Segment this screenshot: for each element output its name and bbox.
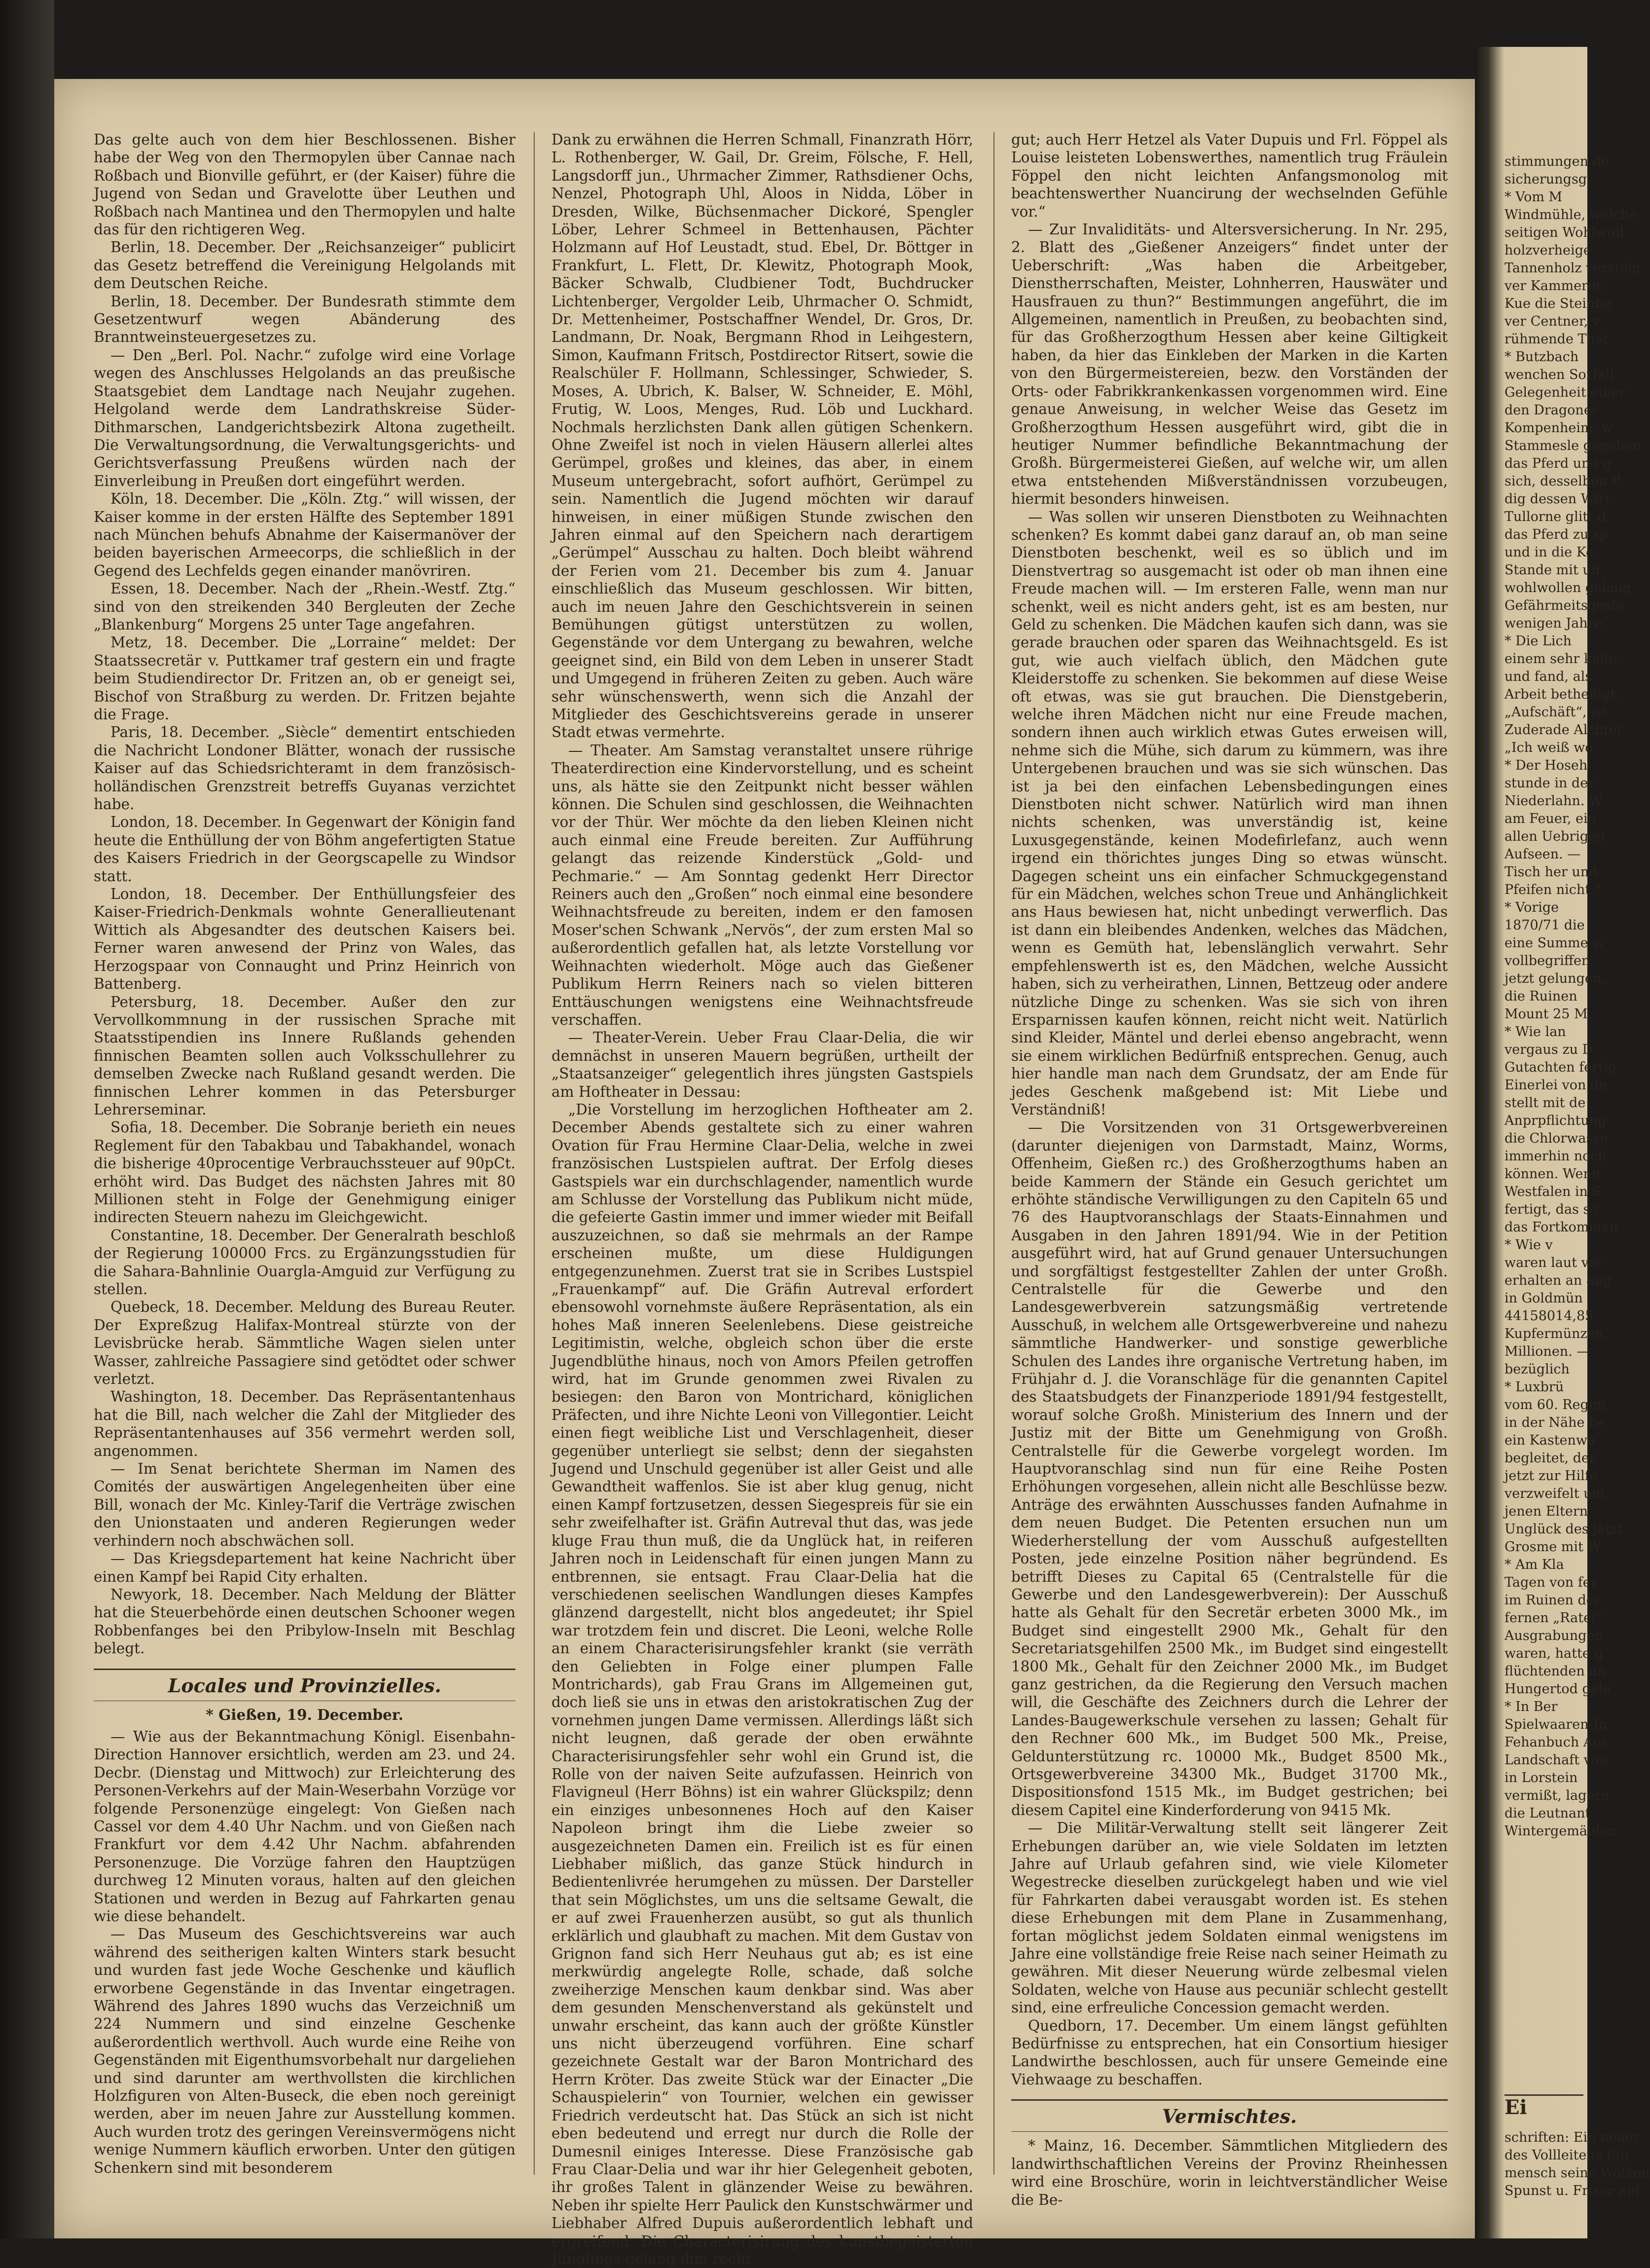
adjacent-page-line: * Die Lich [1504,633,1572,649]
adjacent-page-line: * Vom M [1504,189,1563,205]
adjacent-page-tail [1504,2129,1650,2200]
adjacent-page-line: und fand, als [1504,669,1592,684]
local-ortsgewerbvereine: — Die Vorsitzenden von 31 Ortsgewerbvereinen (darunter diejenigen von Darmstadt, Mainz, Worms, Offenheim, Gießen rc.) des Großherzogthums haben an beide Kammern der Stände ein Gesuch gerichtet um erhöhte ständische Verwilligungen zu den Capiteln 65 und 76 des Hauptvoranschlags der Staats-Einnahmen und Ausgaben in den Jahren 1891/94. Wie in der Petition ausgeführt wird, hat auf Grund genauer Untersuchungen und sorgfältigst festgestellter Zahlen der unter Großh. Centralstelle für die Gewerbe und den Landesgewerbverein satzungsmäßig vertretende Ausschuß, in welchem alle Ortsgewerbvereine und nahezu sämmtliche Handwerker- und sonstige gewerbliche Schulen des Landes ihre organische Vertretung haben, im Frühjahr d. J. die Voranschläge für die genannten Capitel des Staatsbudgets der Finanzperiode 1891/94 festgestellt, worauf solche Großh. Ministerium des Innern und der Justiz mit der Bitte um Genehmigung von Großh. Centralstelle für die Gewerbe vorgelegt worden. Im Hauptvoranschlag sind nun für eine Reihe Posten Erhöhungen vorgesehen, allein nicht alle Beschlüsse bezw. Anträge des erwähnten Ausschusses fanden Aufnahme in dem neuen Budget. Die Petenten ersuchen nun um Wiederherstellung der vom Ausschuß aufgestellten Posten, jede einzelne Position näher begründend. Es betrifft Dieses zu Capital 65 (Centralstelle für die Gewerbe und den Landesgewerbverein): Der Ausschuß hatte als Gehalt für den Secretär erbeten 3000 Mk., im Budget sind eingestellt 2900 Mk., Gehalt für den Secretariatsgehilfen 2500 Mk., im Budget sind eingestellt 1800 Mk., Gehalt für den Zeichner 2000 Mk., im Budget ganz gestrichen, da die Regierung den Versuch machen will, die Geschäfte des Zeichners durch die Lehrer der Landes-Baugewerkschule versehen zu lassen; Gehalt für den Rechner 600 Mk., im Budget 500 Mk., Preise, Geldunterstützung rc. 10000 Mk., Budget 8500 Mk., Ortsgewerbvereine 34300 Mk., Budget 31700 Mk., Dispositionsfond 1515 Mk., im Budget gestrichen; bei diesem Capitel eine Kinderforderung von 9415 Mk. [1011,1119,1448,1819]
adjacent-page-line: in Lorstein [1504,1770,1578,1785]
adjacent-page-line: Wintergemälden [1504,1823,1617,1839]
adjacent-page-line: das Pferd zu sp [1504,527,1609,542]
misc-mainz: * Mainz, 16. December. Sämmtlichen Mitgliedern des landwirthschaftlichen Vereins der Provinz Rheinhessen wird eine Broschüre, worin in leichtverständlicher Weise die Be- [1011,2137,1448,2208]
news-metz: Metz, 18. December. Die „Lorraine“ meldet: Der Staatssecretär v. Puttkamer traf gestern ein und fragte beim Studiendirector Dr. Fritzen an, ob er geneigt sei, Bischof von Straßburg zu werden. Dr. Fritzen bejahte die Frage. [94,634,515,723]
adjacent-page-heading: Ei [1504,2094,1583,2125]
adjacent-page-line: Arbeit betheiligt, [1504,687,1620,702]
adjacent-page-line: Anprpflichtung [1504,1113,1607,1128]
adjacent-page-line: Fehanbuch Aus [1504,1735,1609,1750]
adjacent-page-line: Kue die Steinbe [1504,296,1612,311]
local-quedborn: Quedborn, 17. December. Um einem längst gefühlten Bedürfnisse zu entsprechen, hat ein Consortium hiesiger Landwirthe beschlossen, auch für unsere Gemeinde eine Viehwaage zu beschaffen. [1011,2017,1448,2088]
adjacent-page-line: Kupfermünzen, [1504,1326,1608,1341]
local-theater-review: „Die Vorstellung im herzoglichen Hoftheater am 2. December Abends gestaltete sich zu einer wahren Ovation für Frau Hermine Claar-Delia, welche in zwei französischen Lustspielen auftrat. Der Erfolg dieses Gastspiels war ein durchschlagender, namentlich wurde am Schlusse der Vorstellung das Publikum nicht müde, die gefeierte Gastin immer und immer wieder mit Beifall auszuzeichnen, so daß sie mehrmals an der Rampe erscheinen mußte, um diese Huldigungen entgegenzunehmen. Zuerst trat sie in Scribes Lustspiel „Frauenkampf“ auf. Die Gräfin Autreval erfordert ebensowohl vornehmste äußere Repräsentation, als ein hohes Maß inneren Seelenlebens. Diese geistreiche Legitimistin, welche, obgleich schon über die erste Jugendblüthe hinaus, noch von Amors Pfeilen getroffen wird, hat im Grunde genommen zwei Rivalen zu besiegen: den Baron von Montrichard, königlichen Präfecten, und ihre Nichte Leoni von Villegontier. Leicht einen fiegt weibliche List und Verschlagenheit, dieser gegenüber unterliegt sie selbst; denn der siegahsten Jugend und Unschuld gegenüber ist aller Geist und alle Gewandtheit waffenlos. Sie ist aber klug genug, nicht einen Kampf fortzusetzen, dessen Siegespreis für sie ein sehr zweifelhafter ist. Gräfin Autreval thut das, was jede kluge Frau thun muß, die da Unglück hat, in reiferen Jahren noch in Leidenschaft für einen jungen Mann zu entbrennen, sie entsagt. Frau Claar-Delia hat die verschiedenen seelischen Wandlungen dieses Kampfes glänzend dargestellt, nicht blos angedeutet; ihr Spiel war trotzdem fein und discret. Die Leoni, welche Rolle an einem Characterisirungsfehler krankt (sie verräth den Geliebten in Folge einer plumpen Falle Montrichards), gab Frau Grans im Allgemeinen gut, doch ließ sie uns in etwas den aristokratischen Zug der vornehmen jungen Dame vermissen. Allerdings läßt sich nicht leugnen, daß gerade der oben erwähnte Characterisirungsfehler sehr wohl ein Grund ist, die Rolle von der naiven Seite aufzufassen. Heinrich von Flavigneul (Herr Böhns) ist ein wahrer Glückspilz; denn ein einziges unbesonnenes Hoch auf den Kaiser Napoleon bringt ihm die Liebe zweier so ausgezeichneten Damen ein. Freilich ist es für einen Liebhaber mißlich, das ganze Stück hindurch in Bedientenlivrée herumgehen zu müssen. Der Darsteller that sein Möglichstes, um uns die seltsame Gewalt, die er auf zwei Frauenherzen ausübt, so gut als thunlich erklärlich und glaubhaft zu machen. Mit dem Gustav von Grignon fand sich Herr Neuhaus gut ab; es ist eine merkwürdig angelegte Rolle, schade, daß solche zweiherzige Menschen kaum denkbar sind. Was aber dem gesunden Menschenverstand als gekünstelt und unwahr erscheint, das kann auch der größte Künstler uns nicht überzeugend vorführen. Eine scharf gezeichnete Gestalt war der Baron Montrichard des Herrn Kröter. Das zweite Stück war der Einacter „Die Schauspielerin“ von Tournier, welchen ein gewisser Friedrich verdeutscht hat. Das Stück an sich ist nicht eben bedeutend und erregt nur durch die Rolle der Dumesnil einiges Interesse. Diese Französische gab Frau Claar-Delia und war ihr hier Gelegenheit geboten, ihr großes Talent in glänzender Weise zu bewähren. Neben ihr spielte Herr Paulick den Kunstschwärmer und Liebhaber Alfred Dupuis außerordentlich lebhaft und ergreifend. Die Characterisirung des kunstbegeisterten Jünglings gelang ihm recht [551,1101,973,2268]
adjacent-page-line: am Feuer, ein [1504,811,1596,826]
news-newyork: Newyork, 18. December. Nach Meldung der Blätter hat die Steuerbehörde einen deutschen Schooner wegen Robbenfanges bei den Pribylow-Inseln mit Beschlag belegt. [94,1586,515,1657]
adjacent-page-line: Stande mit un [1504,562,1600,578]
news-helgoland-vorlage: — Den „Berl. Pol. Nachr.“ zufolge wird eine Vorlage wegen des Anschlusses Helgolands an das preußische Staatsgebiet dem Landtage nach Neujahr zugehen. Helgoland werde dem Landrathskreise Süder-Dithmarschen, Landgerichtsbezirk Altona zugetheilt. Die Verwaltungsordnung, die Verwaltungsgerichts- und Gerichtsverfassung Preußens würden nach der Einverleibung in Preußen dort eingeführt werden. [94,346,515,489]
adjacent-page-line: in der Nähe be [1504,1415,1606,1430]
news-quebeck: Quebeck, 18. December. Meldung des Bureau Reuter. Der Expreßzug Halifax-Montreal stürzte von der Levisbrücke herab. Sämmtliche Wagen sielen unter Wasser, zahlreiche Passagiere sind getödtet oder schwer verletzt. [94,1299,515,1388]
article-text: Das gelte auch von dem hier Beschlossenen. Bisher habe der Weg von den Thermopylen über Cannae nach Roßbach und Bionville geführt, er (der Kaiser) führe die Jugend von Sedan und Gravelotte über Leuthen und Roßbach nach Mantinea und den Thermopylen und halte das für den richtigeren Weg. [94,131,515,238]
adjacent-page-line: Gelegenheit einer [1504,385,1626,400]
adjacent-page-text [1504,153,1641,1840]
adjacent-page-line: das Pferd und g [1504,456,1612,471]
adjacent-page-line: Pfeifen nicht.“ [1504,882,1602,897]
adjacent-page-line: wohlwollen gelang [1504,580,1631,595]
adjacent-page-line: vermißt, lagern [1504,1788,1610,1803]
adjacent-page-line: Aufseen. — [1504,847,1581,862]
dateline-giessen: * Gießen, 19. December. [206,1706,403,1723]
adjacent-page-line: wenchen Sorfall [1504,367,1614,382]
book-binding [0,0,54,2238]
adjacent-page-line: ver Centner, v [1504,314,1600,329]
adjacent-page-line: Gefährmeitsgeste [1504,598,1624,613]
adjacent-page-line: flüchtenden un [1504,1664,1607,1679]
adjacent-page-line: * Luxbrü [1504,1379,1564,1395]
news-senat: — Im Senat berichtete Sherman im Namen des Comités der auswärtigen Angelegenheiten über eine Bill, wonach der Mc. Kinley-Tarif die Verträge zwischen den Unionstaaten und anderen Regierungen weder verhindern noch abschwächen soll. [94,1460,515,1549]
adjacent-page-line: * Vorige [1504,900,1559,915]
adjacent-page-line: Landschaft von [1504,1752,1608,1768]
adjacent-page-line: wenigen Jahre, [1504,616,1607,631]
adjacent-page-line: Mount 25 M. [1504,1006,1592,1022]
adjacent-page-line: sicherungsg [1504,172,1587,187]
adjacent-page-line: und in die Ke [1504,545,1594,560]
adjacent-page-line: den Dragoner [1504,403,1598,418]
adjacent-page-line: dig dessen Wirt [1504,491,1611,507]
adjacent-page-line: verzweifelt um [1504,1486,1605,1501]
adjacent-page-line: rühmende That [1504,332,1609,347]
column-3 [1011,131,1448,2208]
adjacent-page-line: ver Kammerer, [1504,278,1605,294]
adjacent-page-line: Stammesle gegeben [1504,438,1641,453]
column-2 [551,131,973,2268]
news-essen: Essen, 18. December. Nach der „Rhein.-Westf. Ztg.“ sind von den streikenden 340 Bergleuten der Zeche „Blankenburg“ Morgens 25 unter Tage angefahren. [94,580,515,633]
adjacent-page-line: die Ruinen [1504,989,1577,1004]
adjacent-page-line: Millionen. — [1504,1344,1590,1359]
adjacent-page-line: mensch seine Wolken [1504,2165,1650,2181]
adjacent-page-line: die Chlorwasse [1504,1131,1608,1146]
adjacent-page-line: Grosme mit W [1504,1539,1602,1555]
adjacent-page-line: sich, desselben P [1504,474,1621,489]
local-museum: — Das Museum des Geschichtsvereins war auch während des seitherigen kalten Winters stark besucht und wurden fast jede Woche Geschenke und käuflich erworbene Gegenstände in das Inventar eingetragen. Während des Jahres 1890 wuchs das Verzeichniß um 224 Nummern und sind einzelne Geschenke außerordentlich werthvoll. Auch wurde eine Reihe von Gegenständen mit Eigenthumsvorbehalt nur dargeliehen und sind darunter am werthvollsten die kirchlichen Holzfiguren von Alten-Buseck, die eben noch gereinigt werden, aber im neuen Jahre zur Ausstellung kommen. Auch wurden trotz des geringen Vereinsvermögens nicht wenige Nummern käuflich erworben. Unter den gütigen Schenkern sind mit besonderem [94,1926,515,2176]
adjacent-page-line: allen Uebrigen [1504,829,1605,844]
adjacent-page-line: in Goldmün [1504,1291,1583,1306]
adjacent-page-line: waren, hatte g [1504,1646,1603,1661]
adjacent-page-line: Gutachten fertig [1504,1060,1616,1075]
news-washington: Washington, 18. December. Das Repräsentantenhaus hat die Bill, nach welcher die Zahl der Mitglieder des Repräsentantenhauses auf 356 vermehrt werden soll, angenommen. [94,1388,515,1459]
adjacent-page-line: stellt mit de [1504,1095,1586,1111]
news-paris: Paris, 18. December. „Siècle“ dementirt entschieden die Nachricht Londoner Blätter, wonach der russische Kaiser auf das Schiedsrichteramt in dem französisch-holländischen Grenzstreit betreffs Guyanas verzichtet habe. [94,724,515,813]
adjacent-page-line: Einerlei von de [1504,1078,1607,1093]
column-rule [993,132,994,2175]
section-heading-locales: Locales und Provinzielles. [94,1669,515,1701]
news-petersburg: Petersburg, 18. December. Außer den zur Vervollkommnung in der russischen Sprache mit Staatsstipendien ins Innere Rußlands gehenden finnischen Beamten sollen auch Volksschullehrer zu demselben Zwecke nach Rußland gesandt werden. Die finnischen Lehrer kommen in das Petersburger Lehrerseminar. [94,993,515,1118]
adjacent-page-line: immerhin noch [1504,1149,1607,1164]
local-theater-verein: — Theater-Verein. Ueber Frau Claar-Delia, die wir demnächst in unseren Mauern begrüßen, urtheilt der „Staatsanzeiger“ gelegentlich ihres jüngsten Gastspiels am Hoftheater in Dessau: [551,1029,973,1100]
adjacent-page-line: „Aufschäft“, ist [1504,705,1608,720]
adjacent-page-edge [1475,47,1650,2238]
adjacent-page-line: des Vollleitens Ein [1504,2148,1629,2163]
adjacent-page-line: stimmungen de [1504,154,1609,169]
adjacent-page-line: Unglück des jetzt [1504,1522,1623,1537]
adjacent-page-line: bezüglich [1504,1362,1570,1377]
adjacent-page-line: die Leutnant [1504,1806,1591,1821]
news-berlin-bundesrath: Berlin, 18. December. Der Bundesrath stimmte dem Gesetzentwurf wegen Abänderung des Branntweinsteuergesetzes zu. [94,293,515,346]
local-eisenbahn: — Wie aus der Bekanntmachung Königl. Eisenbahn-Direction Hannover ersichtlich, werden am 23. und 24. Decbr. (Dienstag und Mittwoch) zur Erleichterung des Personen-Verkehrs auf der Main-Weserbahn Vorzüge vor folgende Personenzüge eingelegt: Von Gießen nach Cassel vor dem 4.40 Uhr Nachm. und von Gießen nach Frankfurt vor dem 4.42 Uhr Nachm. abfahrenden Personenzuge. Die Vorzüge fahren den Hauptzügen durchweg 12 Minuten voraus, halten auf den gleichen Stationen und werden in Bezug auf Fahrkarten genau wie diese behandelt. [94,1728,515,1925]
adjacent-page-line: begleitet, der [1504,1450,1596,1466]
local-dienstboten: — Was sollen wir unseren Dienstboten zu Weihnachten schenken? Es kommt dabei ganz darauf an, ob man seine Dienstboten beschenkt, weil es so üblich und im Dienstvertrag so ausgemacht ist oder ob man ihnen eine Freude machen will. — Im ersteren Falle, wenn man nur schenkt, weil es nicht anders geht, ist es am besten, nur Geld zu schenken. Die Mädchen kaufen sich dann, was sie gerade brauchen oder sparen das Weihnachtsgeld. Es ist gut, wie auch vielfach üblich, den Mädchen gute Kleiderstoffe zu schenken. Sie bekommen auf diese Weise oft etwas, was sie gut brauchen. Die Dienstgeberin, welche ihren Mädchen nicht nur eine Freude machen, sondern ihnen auch wirklich etwas Gutes erweisen will, nehme sich die Mühe, sich darum zu kümmern, was ihre Untergebenen brauchen und was sie sich wünschen. Das ist ja bei den einfachen Lebensbedingungen eines Dienstboten nicht schwer. Natürlich wird man ihnen nichts schenken, was unverständig ist, keine Luxusgegenstände, keinen Modefirlefanz, auch wenn irgend ein thörichtes junges Ding so etwas wünscht. Dagegen scheint uns ein einfacher Schmuckgegenstand für ein Mädchen, welches schon Treue und Anhänglichkeit ans Haus bewiesen hat, nicht unbedingt verwerflich. Das ist dann ein bleibendes Andenken, welches das Mädchen, wenn es Gemüth hat, lebenslänglich verwahrt. Sehr empfehlenswerth ist es, den Mädchen, welche Aussicht haben, sich zu verheirathen, Linnen, Bettzeug oder andere nützliche Dinge zu schenken. Was sie sich von ihren Ersparnissen kaufen können, reicht nicht weit. Natürlich sind Kleider, Mäntel und derlei ebenso angebracht, wenn sie einem wirklichen Bedürfniß entsprechen. Genug, auch hier handle man nach dem Grundsatz, der am Ende für jedes Geschenk maßgebend ist: Mit Liebe und Verständniß! [1011,508,1448,1118]
adjacent-page-line: Spielwaaren-Jn [1504,1717,1607,1732]
adjacent-page-line: waren laut ver [1504,1255,1603,1270]
adjacent-page-line: im Ruinen der [1504,1593,1601,1608]
adjacent-page-line: 1870/71 die [1504,918,1585,933]
news-london-statue: London, 18. December. In Gegenwart der Königin fand heute die Enthüllung der von Böhm angefertigten Statue des Kaisers Friedrich in der Georgscapelle zu Windsor statt. [94,814,515,885]
adjacent-page-line: ein Kastenwa [1504,1433,1596,1448]
adjacent-page-line: Tisch her und [1504,864,1598,880]
adjacent-page-line: Tullorne glitt d [1504,509,1606,524]
news-sofia: Sofia, 18. December. Die Sobranje berieth ein neues Reglement für den Tabakbau und Tabakhandel, wonach die bisherige 40procentige Verbrauchssteuer auf 90pCt. erhöht wird. Das Budget des nächsten Jahres mit 80 Millionen steht in Folge der Genehmigung einiger indirecten Steuern nahezu im Gleichgewicht. [94,1119,515,1226]
local-militaer: — Die Militär-Verwaltung stellt seit längerer Zeit Erhebungen darüber an, wie viele Soldaten im letzten Jahre auf Urlaub gefahren sind, wie viele Kilometer Wegestrecke dieselben zurückgelegt haben und wie viel für Fahrkarten dabei verausgabt worden ist. Es stehen diese Erhebungen mit dem Plane in Zusammenhang, fortan möglichst jedem Soldaten einmal wenigstens im Jahre eine vollständige freie Reise nach seiner Heimath zu gewähren. Mit dieser Neuerung würde zelbesmal vielen Soldaten, welche von Hause aus pecuniär schlecht gestellt sind, eine erfreuliche Concession gemacht werden. [1011,1820,1448,2016]
local-theater-review-cont: gut; auch Herr Hetzel als Vater Dupuis und Frl. Föppel als Louise leisteten Lobenswerthes, namentlich trug Fräulein Föppel den nicht leichten Anfangsmonolog mit beachtenswerther Nuancirung der wechselnden Gefühle vor.“ [1011,131,1448,220]
adjacent-page-line: fertigt, das so [1504,1202,1598,1217]
news-constantine: Constantine, 18. December. Der Generalrath beschloß der Regierung 100000 Frcs. zu Ergänzungsstudien für die Sahara-Bahnlinie Ouargla-Amguid zur Verfügung zu stellen. [94,1227,515,1298]
adjacent-page-line: jetzt zur Hilfe [1504,1468,1598,1484]
column-1 [94,131,515,2178]
adjacent-page-line: schriften: Ein neuer [1504,2130,1640,2145]
news-koeln: Köln, 18. December. Die „Köln. Ztg.“ will wissen, der Kaiser komme in der ersten Hälfte des September 1891 nach München behufs Abnahme der Kaisermanöver der beiden bayerischen Armeecorps, die schließlich in der Gegend des Lechfelds gegen einander manövriren. [94,490,515,579]
news-kriegsdepartement: — Das Kriegsdepartement hat keine Nachricht über einen Kampf bei Rapid City erhalten. [94,1550,515,1585]
adjacent-page-line: * Wie lan [1504,1024,1566,1040]
adjacent-page-line: * Butzbach [1504,349,1579,365]
adjacent-page-line: „Ich weiß wo [1504,740,1593,755]
adjacent-page-line: jetzt gelungen, [1504,971,1606,986]
adjacent-page-line: Kompenheim, w [1504,420,1613,436]
adjacent-page-line: das Fortkommen [1504,1220,1618,1235]
local-museum-cont: Dank zu erwähnen die Herren Schmall, Finanzrath Hörr, L. Rothenberger, W. Gail, Dr. Greim, Fölsche, F. Hell, Langsdorff jun., Uhrmacher Zimmer, Rathsdiener Ochs, Nenzel, Photograph Uhl, Aloos in Nidda, Löber in Dresden, Wilke, Büchsenmacher Dickoré, Spengler Löber, Lehrer Schmeel in Bettenhausen, Pächter Holzmann auf Hof Leustadt, stud. Ebel, Dr. Böttger in Frankfurt, L. Flett, Dr. Klewitz, Photograph Mook, Bäcker Schwalb, Cludbiener Todt, Buchdrucker Lichtenberger, Vergolder Leib, Uhrmacher O. Schmidt, Dr. Mettenheimer, Postschaffner Wendel, Dr. Gros, Dr. Landmann, Dr. Noak, Bergmann Rhod in Leihgestern, Simon, Kaufmann Fritsch, Postdirector Ritsert, sowie die Realschüler F. Hollmann, Schlessinger, Schwieder, S. Moses, A. Ubrich, K. Balser, W. Schneider, E. Möhl, Frutig, W. Loos, Menges, Rud. Löb und Luckhard. Nochmals herzlichsten Dank allen gütigen Schenkern. Ohne Zweifel ist noch in vielen Häusern allerlei altes Gerümpel, großes und kleines, das aber, in einem Museum untergebracht, sofort aufhört, Gerümpel zu sein. Namentlich die Jugend möchten wir darauf hinweisen, in einer müßigen Stunde zwischen den Jahren einmal auf den Speichern nach derartigem „Gerümpel“ Ausschau zu halten. Doch bleibt während der Ferien vom 21. December bis zum 4. Januar einschließlich das Museum geschlossen. Wir bitten, auch im neuen Jahre den Geschichtsverein in seinen Bemühungen gütigst unterstützen zu wollen, Gegenstände vor dem Untergang zu bewahren, welche geeignet sind, ein Bild von dem Leben in unserer Stadt und Umgegend in früheren Zeiten zu geben. Auch wäre sehr wünschenswerth, wenn sich die Anzahl der Mitglieder des Geschichtsvereins gerade in unserer Stadt etwas vermehrte. [551,131,973,741]
adjacent-page-line: * Wie v [1504,1237,1553,1253]
adjacent-page-line: Tannenholz versteig [1504,260,1641,276]
adjacent-page-line: holzverheige [1504,243,1591,258]
local-theater: — Theater. Am Samstag veranstaltet unsere rührige Theaterdirection eine Kindervorstellung, und es scheint uns, als hätte sie den Zeitpunkt nicht besser wählen können. Die Schulen sind geschlossen, die Weihnachten vor der Thür. Wer möchte da den lieben Kleinen nicht auch einmal eine Freude bereiten. Zur Aufführung gelangt das reizende Kinderstück „Gold- und Pechmarie.“ — Am Sonntag gedenkt Herr Director Reiners auch den „Großen“ noch einmal eine besondere Weihnachtsfreude zu bereiten, indem er den famosen Moser'schen Schwank „Nervös“, der zum ersten Mal so außerordentlich gefallen hat, als letzte Vorstellung vor Weihnachten wiederholt. Möge auch das Gießener Publikum Herrn Reiners nach so vielen bitteren Enttäuschungen wenigstens eine Weihnachtsfreude verschaffen. [551,742,973,1028]
adjacent-page-line: Niederlahn. W [1504,793,1603,809]
local-invaliditaet: — Zur Invaliditäts- und Altersversicherung. In Nr. 295, 2. Blatt des „Gießener Anzeigers“ findet unter der Ueberschrift: „Was haben die Arbeitgeber, Dienstherrschaften, Meister, Lohnherren, Hauswäter und Hausfrauen zu thun?“ Bestimmungen angeführt, die im Allgemeinen, namentlich in Preußen, zu beobachten sind, für das Großherzogthum Hessen aber keine Giltigkeit haben, da hier das Einkleben der Marken in die Karten von den Bürgermeistereien, bezw. den Vorständen der Orts- oder Fabrikkrankenkassen vorgenommen wird. Eine genaue Anweisung, in welcher Weise das Gesetz im Großherzogthum Hessen ausgeführt wird, gibt die in heutiger Nummer befindliche Bekanntmachung der Großh. Bürgermeisterei Gießen, auf welche wir, um allen etwa entstehenden Mißverständnissen vorzubeugen, hiermit besonders hinweisen. [1011,221,1448,508]
adjacent-page-line: vom 60. Regim [1504,1397,1606,1413]
adjacent-page-line: Spunst u. Frisur auf [1504,2183,1640,2198]
adjacent-page-line: seitigen Wohlwoll [1504,225,1624,240]
adjacent-page-line: Hungertod gele [1504,1681,1611,1697]
adjacent-page-line: Windmühle, welche [1504,207,1637,223]
adjacent-page-line: vollbegriffen [1504,953,1590,968]
adjacent-page-line: * Der Hoseh [1504,758,1588,773]
adjacent-page-line: * In Ber [1504,1699,1558,1714]
adjacent-page-line: fernen „Ratel“ [1504,1610,1603,1626]
adjacent-page-line: vergaus zu D [1504,1042,1593,1057]
news-berlin-helgoland: Berlin, 18. December. Der „Reichsanzeiger“ publicirt das Gesetz betreffend die Vereinigung Helgolands mit dem Deutschen Reiche. [94,239,515,292]
adjacent-page-line: einem sehr kalte [1504,651,1617,667]
adjacent-page-line: Westfalen in S [1504,1184,1602,1199]
adjacent-page-line: jenen Eltern [1504,1504,1588,1519]
adjacent-page-line: * Am Kla [1504,1557,1564,1572]
adjacent-page-line: stunde in der [1504,776,1595,791]
news-london-denkmal: London, 18. December. Der Enthüllungsfeier des Kaiser-Friedrich-Denkmals wohnte Generallieutenant Wittich als Abgesandter des deutschen Kaisers bei. Ferner waren anwesend der Prinz von Wales, das Herzogspaar von Connaught und Prinz Heinrich von Battenberg. [94,886,515,993]
adjacent-page-line: Tagen von fer [1504,1575,1597,1590]
adjacent-page-line: eine Summe w [1504,935,1604,951]
adjacent-page-line: können. Wenn [1504,1166,1601,1182]
column-rule [534,132,535,2175]
section-heading-vermischtes: Vermischtes. [1011,2099,1448,2132]
adjacent-page-line: Ausgrabungen [1504,1628,1603,1643]
adjacent-page-line: Zuderade Alchter [1504,722,1623,738]
adjacent-page-line: 44158014,85 [1504,1308,1594,1324]
adjacent-page-line: erhalten an aug [1504,1273,1612,1288]
